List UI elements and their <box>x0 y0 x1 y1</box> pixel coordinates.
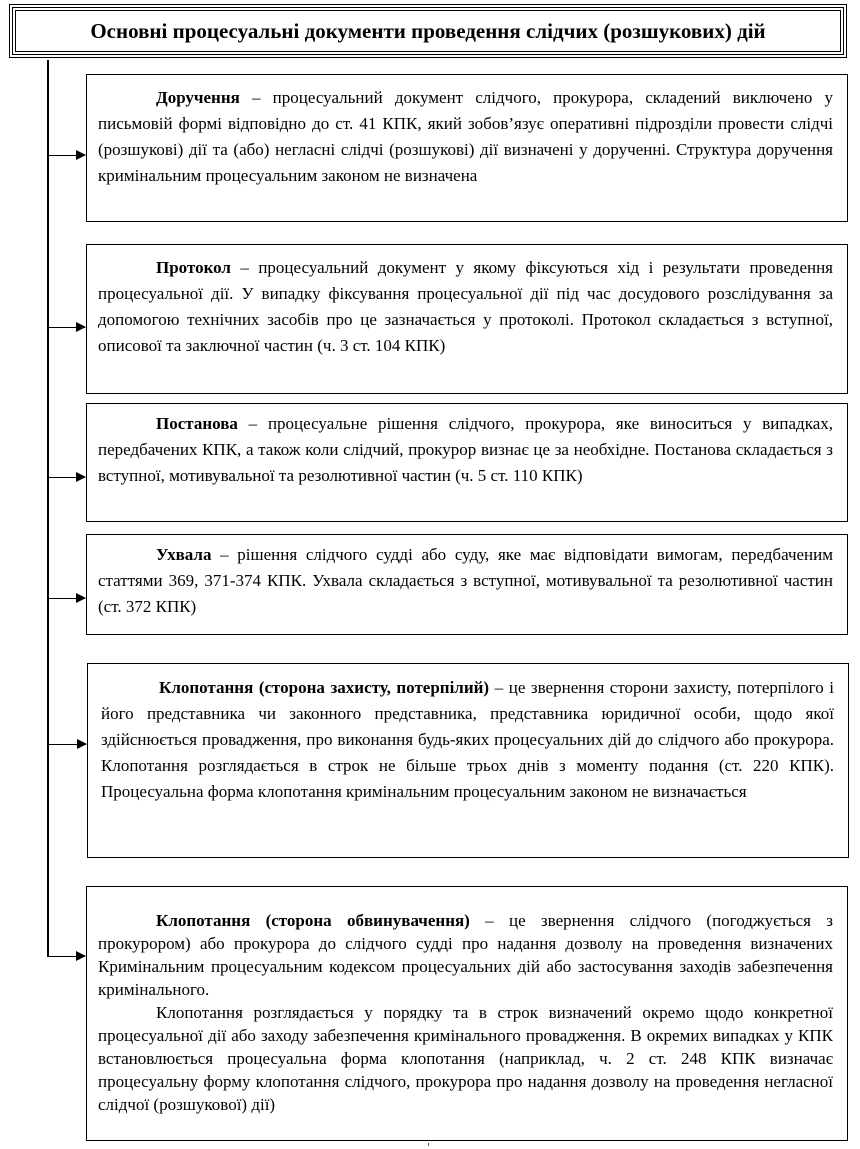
document-description <box>101 675 834 805</box>
document-text: – процесуальне рішення слідчого, прокурора, яке виноситься у випадках, передбачених КПК, а також коли слідчий, прокурор визнає це за необхідне. Постанова складається з вступної, мотивувальної та резолютивної частин (ч. 5 ст. 110 КПК) <box>98 414 833 485</box>
document-description <box>98 411 833 489</box>
connector-arrow-5 <box>48 744 86 745</box>
connector-arrow-3 <box>48 477 85 478</box>
document-text: – це звернення слідчого (погоджується з прокурором) або прокурора до слідчого судді про надання дозволу на проведення визначених Кримінальним процесуальним кодексом процесуальних дій або застосування заходів забезпечення кримінального. <box>98 911 833 999</box>
document-term: Доручення <box>156 88 240 107</box>
diagram-title <box>12 7 844 55</box>
document-term: Ухвала <box>156 545 212 564</box>
document-term: Клопотання (сторона захисту, потерпілий) <box>159 678 490 697</box>
document-text: – процесуальний документ слідчого, прокурора, складений виключено у письмовій формі відповідно до ст. 41 КПК, який зобов’язує оперативні підрозділи провести слідчі (розшукові) дії та (або) негласні слідчі (розшукові) дії визначені у дорученні. Структура доручення кримінальним процесуальним законом не визначена <box>98 88 833 185</box>
document-text: – це звернення сторони захисту, потерпілого і його представника чи законного представника, представника юридичної особи, щодо якої здійснюється провадження, про виконання будь-яких процесуальних дій до слідчого або прокурора. Клопотання розглядається в строк не більше трьох днів з моменту подання (ст. 220 КПК). Процесуальна форма клопотання кримінальним процесуальним законом не визначається <box>101 678 834 801</box>
document-box-doruchennia <box>86 74 848 222</box>
connector-spine <box>47 60 49 957</box>
document-description <box>98 909 833 1001</box>
connector-arrow-1 <box>48 155 85 156</box>
document-description <box>98 255 833 359</box>
document-text: – процесуальний документ у якому фіксуються хід і результати проведення процесуальної дії. У випадку фіксування процесуальної дії під час досудового розслідування за допомогою технічних засобів про це зазначається у протоколі. Протокол складається з вступної, описової та заключної частин (ч. 3 ст. 104 КПК) <box>98 258 833 355</box>
document-term: Клопотання (сторона обвинувачення) <box>156 911 470 930</box>
document-term: Постанова <box>156 414 238 433</box>
document-box-postanova <box>86 403 848 522</box>
document-term: Протокол <box>156 258 231 277</box>
page-mark <box>428 1143 429 1146</box>
document-description-continued: Клопотання розглядається у порядку та в строк визначений окремо щодо конкретної процесуальної дії або заходу забезпечення кримінального провадження. В окремих випадках у КПК встановлюється процесуальна форма клопотання (наприклад, ч. 2 ст. 248 КПК визначає процесуальну форму клопотання слідчого, прокурора про надання дозволу на проведення негласної слідчої (розшукової) дії) <box>98 1003 833 1114</box>
connector-arrow-4 <box>48 598 85 599</box>
document-text: – рішення слідчого судді або суду, яке має відповідати вимогам, передбаченим статтями 369, 371-374 КПК. Ухвала складається з вступної, мотивувальної та резолютивної частин (ст. 372 КПК) <box>98 545 833 616</box>
document-description <box>98 542 833 620</box>
document-box-ukhvala <box>86 534 848 635</box>
document-description <box>98 85 833 189</box>
document-box-klopotannia-zakhyst <box>87 663 849 858</box>
connector-arrow-6 <box>48 956 85 957</box>
document-box-protokol <box>86 244 848 394</box>
document-box-klopotannia-obvynuvachennia <box>86 886 848 1141</box>
connector-arrow-2 <box>48 327 85 328</box>
diagram-title-text: Основні процесуальні документи проведення слідчих (розшукових) дій <box>90 18 766 43</box>
